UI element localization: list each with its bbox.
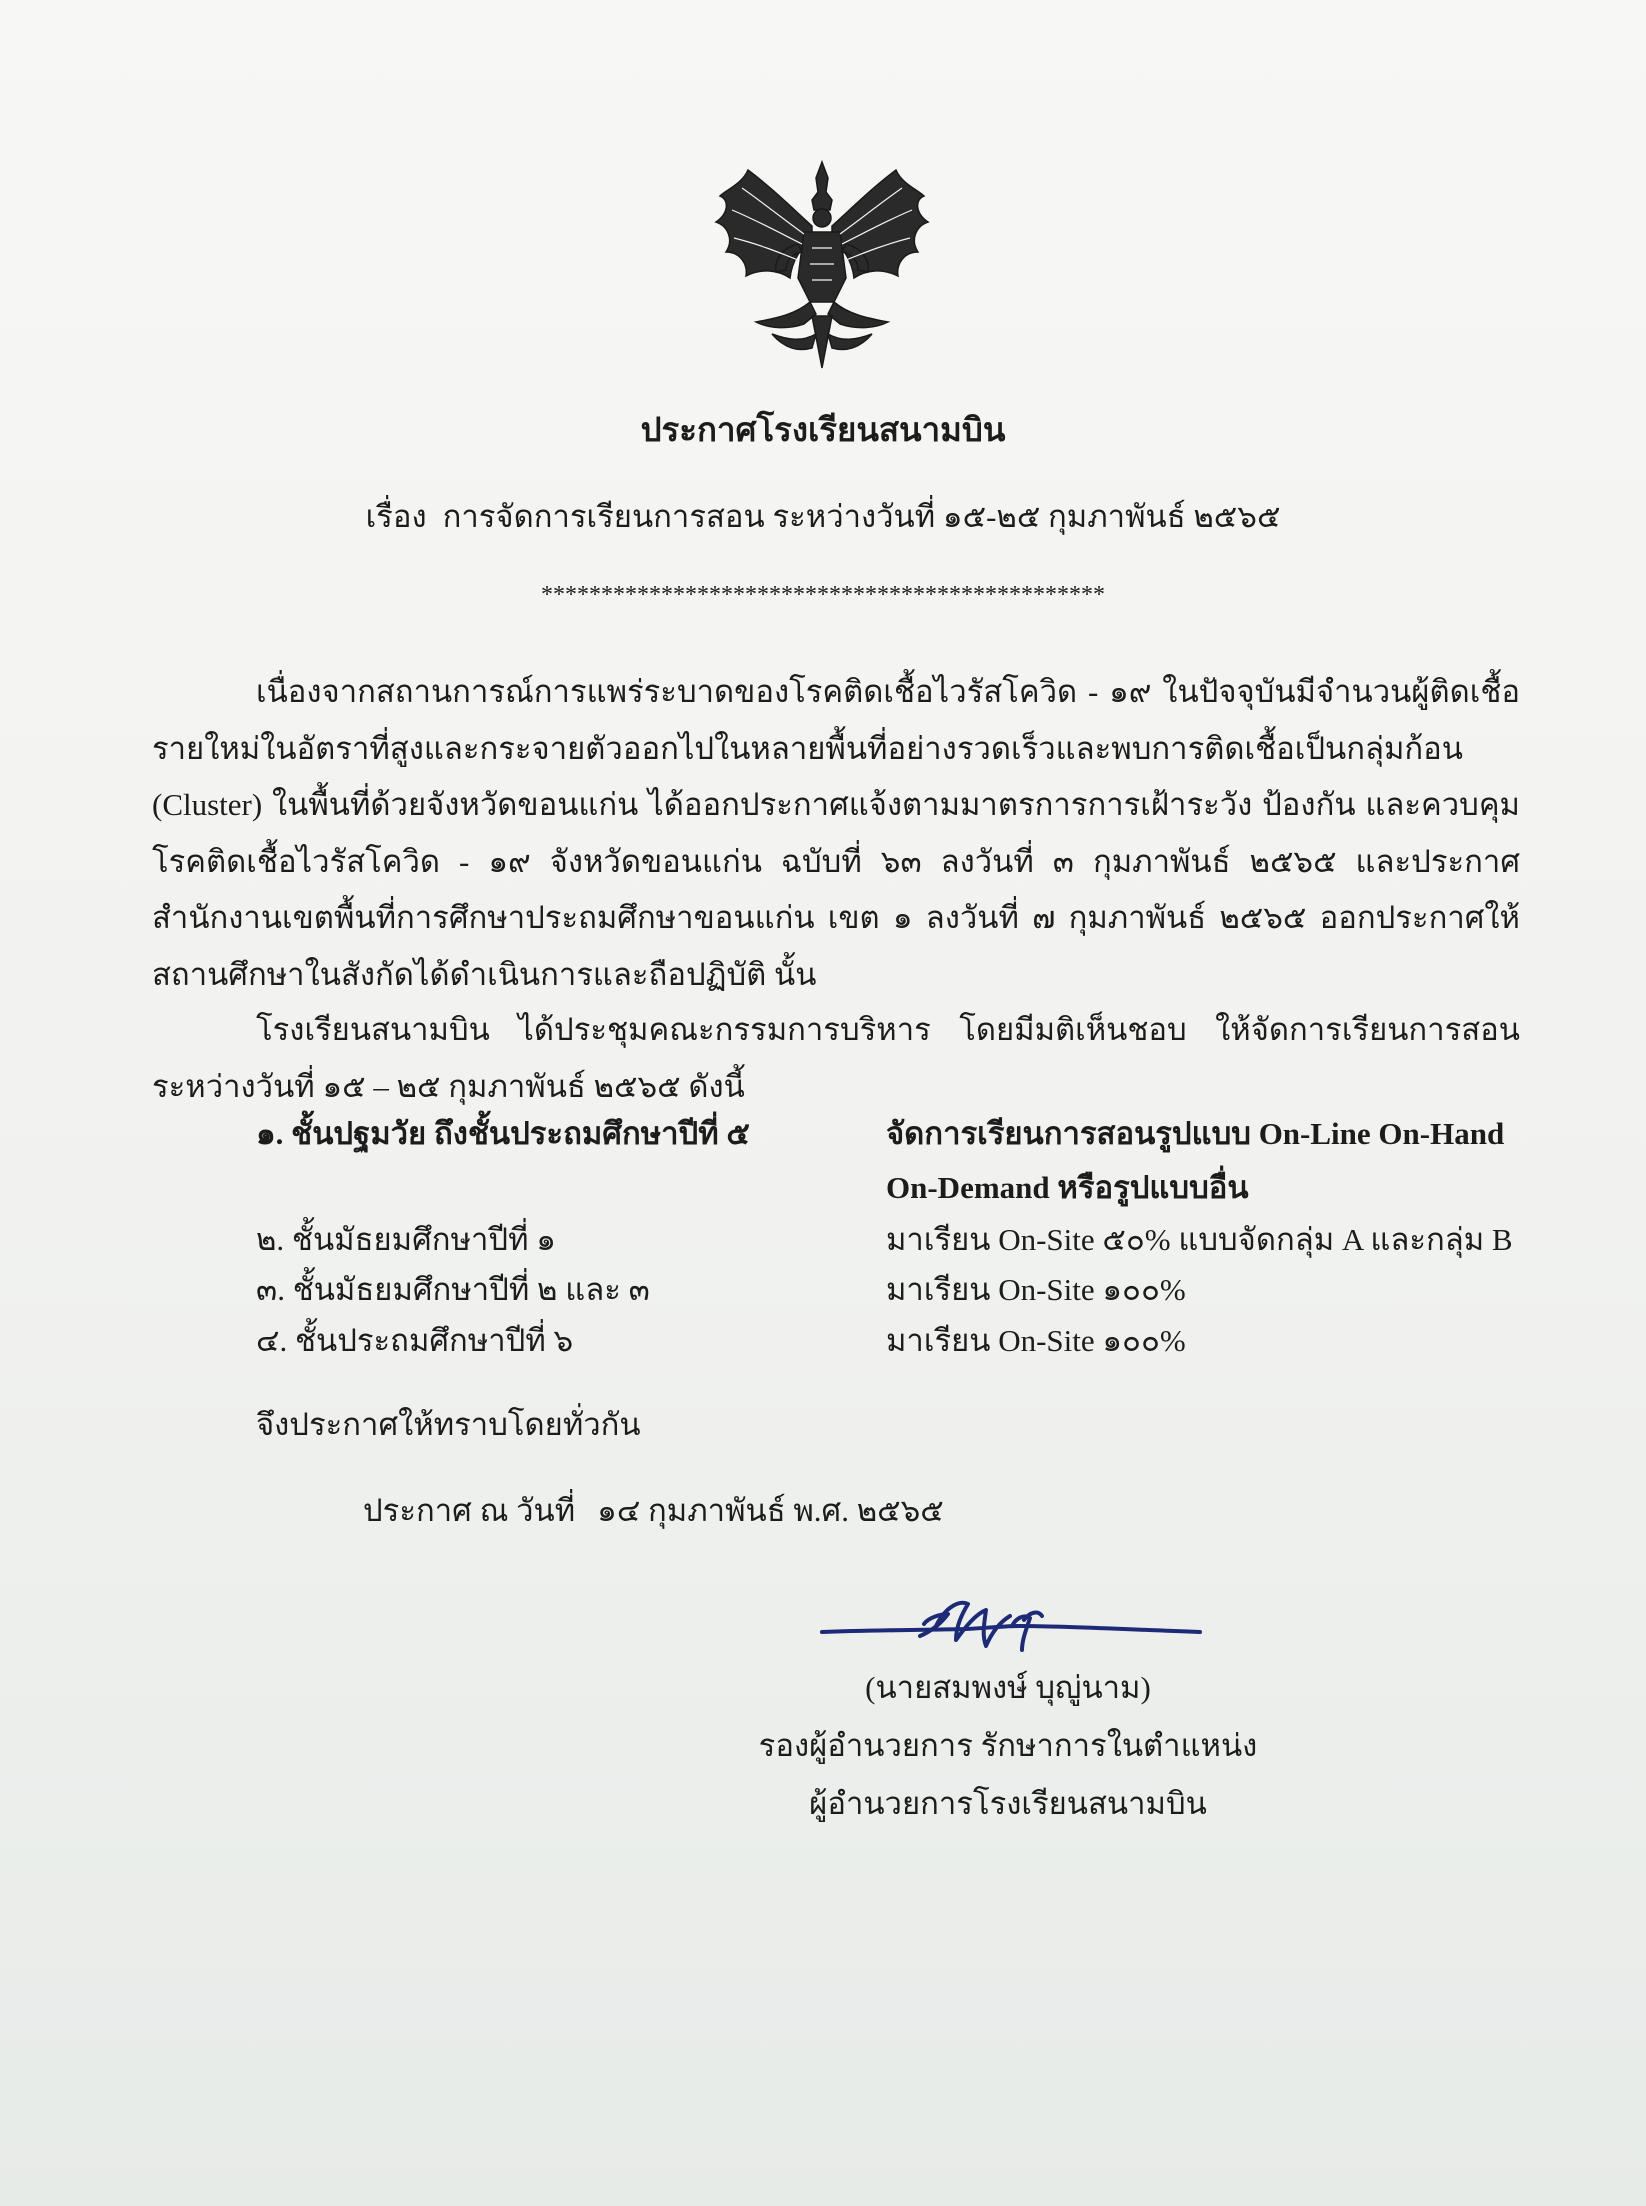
item-2-level: ๒. ชั้นมัธยมศึกษาปีที่ ๑ <box>256 1222 556 1257</box>
subject-label: เรื่อง <box>365 499 427 534</box>
item-3-level: ๓. ชั้นมัธยมศึกษาปีที่ ๒ และ ๓ <box>256 1272 650 1307</box>
item-4-level: ๔. ชั้นประถมศึกษาปีที่ ๖ <box>256 1323 574 1358</box>
closing-statement: จึงประกาศให้ทราบโดยทั่วกัน <box>256 1407 641 1442</box>
subject-text: การจัดการเรียนการสอน ระหว่างวันที่ ๑๕-๒๕ กุมภาพันธ์ ๒๕๖๕ <box>442 499 1281 534</box>
item-1-level: ๑. ชั้นปฐมวัย ถึงชั้นประถมศึกษาปีที่ ๕ <box>256 1116 750 1151</box>
signatory-position-line2: ผู้อำนวยการโรงเรียนสนามบิน <box>809 1786 1207 1821</box>
announcement-title: ประกาศโรงเรียนสนามบิน <box>640 413 1006 449</box>
signatory-name: (นายสมพงษ์ บุญู่นาม) <box>865 1670 1151 1705</box>
item-1-arrangement-line2: On-Demand หรือรูปแบบอื่น <box>886 1170 1249 1205</box>
announced-date: ๑๔ กุมภาพันธ์ พ.ศ. ๒๕๖๕ <box>597 1493 944 1528</box>
paragraph-background: เนื่องจากสถานการณ์การแพร่ระบาดของโรคติดเชื้อไวรัสโควิด - ๑๙ ในปัจจุบันมีจำนวนผู้ติดเชื้อรายใหม่ในอัตราที่สูงและกระจายตัวออกไปในหลายพื้นที่อย่างรวดเร็วและพบการติดเชื้อเป็นกลุ่มก้อน (Cluster) ในพื้นที่ด้วยจังหวัดขอนแก่น ได้ออกประกาศแจ้งตามมาตรการการเฝ้าระวัง ป้องกัน และควบคุมโรคติดเชื้อไวรัสโควิด - ๑๙ จังหวัดขอนแก่น ฉบับที่ ๖๓ ลงวันที่ ๓ กุมภาพันธ์ ๒๕๖๕ และประกาศสำนักงานเขตพื้นที่การศึกษาประถมศึกษาขอนแก่น เขต ๑ ลงวันที่ ๗ กุมภาพันธ์ ๒๕๖๕ ออกประกาศให้สถานศึกษาในสังกัดได้ดำเนินการและถือปฏิบัติ นั้น <box>152 674 1520 992</box>
announcement-date-line <box>363 1485 944 1535</box>
separator-line: *********************************************** <box>541 582 1105 608</box>
announced-label: ประกาศ ณ วันที่ <box>363 1493 576 1528</box>
signatory-position-line1: รองผู้อำนวยการ รักษาการในตำแหน่ง <box>758 1728 1258 1763</box>
item-3-arrangement: มาเรียน On-Site ๑๐๐% <box>886 1272 1186 1307</box>
subject-line <box>0 497 1646 537</box>
paragraph-resolution: โรงเรียนสนามบิน ได้ประชุมคณะกรรมการบริหาร โดยมีมติเห็นชอบ ให้จัดการเรียนการสอน ระหว่างวันที่ ๑๕ – ๒๕ กุมภาพันธ์ ๒๕๖๕ ดังนี้ <box>152 1012 1520 1104</box>
item-1-arrangement-line1: จัดการเรียนการสอนรูปแบบ On-Line On-Hand <box>886 1116 1505 1151</box>
garuda-emblem-icon <box>712 148 932 373</box>
item-2-arrangement: มาเรียน On-Site ๕๐% แบบจัดกลุ่ม A และกลุ่ม B <box>886 1222 1513 1257</box>
item-4-arrangement: มาเรียน On-Site ๑๐๐% <box>886 1323 1186 1358</box>
